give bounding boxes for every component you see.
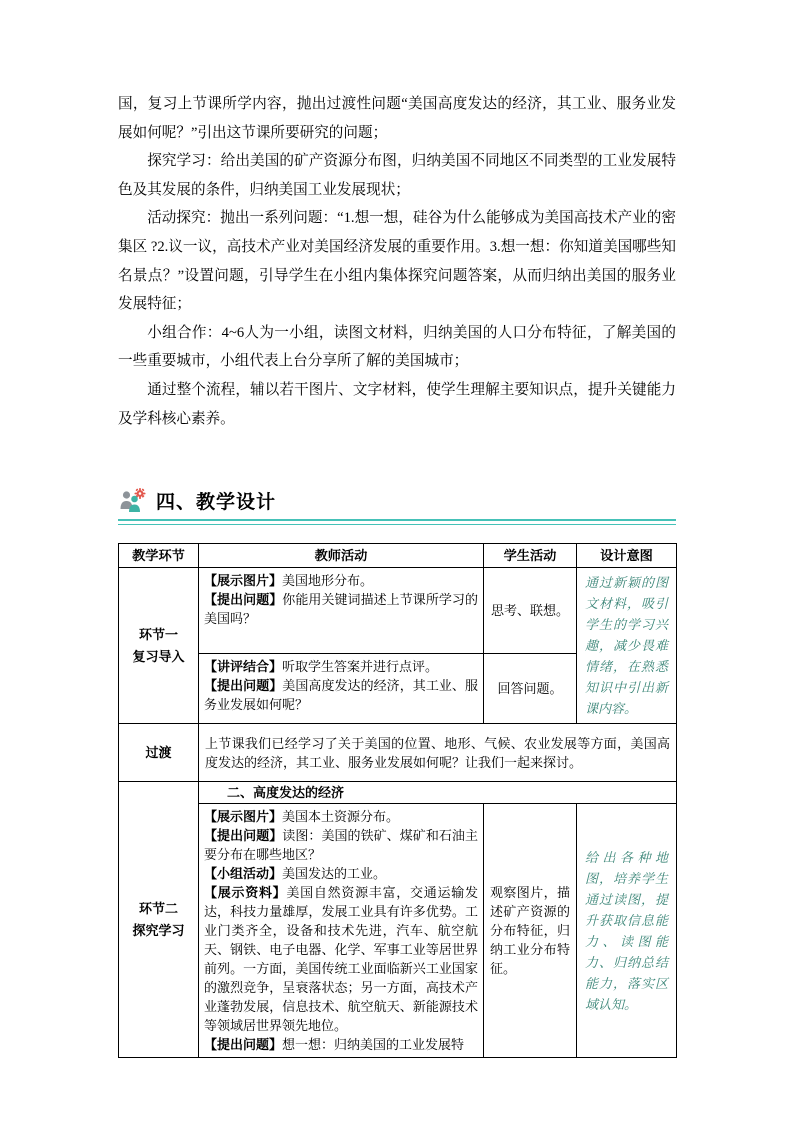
body-text-block (118, 90, 676, 433)
activity-line (204, 571, 478, 590)
activity-label: 【提出问题】 (204, 828, 283, 844)
activity-text: 美国地形分布。 (282, 573, 374, 589)
activity-text: 美国本土资源分布。 (282, 809, 400, 825)
stage-name: 复习导入 (132, 648, 185, 664)
activity-label: 【提出问题】 (204, 1037, 283, 1053)
header-student-activity: 学生活动 (484, 544, 577, 568)
activity-text: 你能用关键词描述上节课所学习的美国吗？ (204, 592, 478, 627)
teacher-activity-cell-2 (199, 804, 484, 1058)
activity-line (204, 864, 478, 883)
activity-text: 美国自然资源丰富，交通运输发达，科技力量雄厚，发展工业具有许多优势。工业门类齐全，设备和技术先进，汽车、航空航天、钢铁、电子电器、化学、军事工业等居世界前列。一方面，美国传统工业面临新兴工业国家的激烈竞争，呈衰落状态；另一方面，高技术产业蓬勃发展，信息技术、航空航天、新能源技术等领域居世界领先地位。 (204, 885, 478, 1034)
body-paragraph: 国，复习上节课所学内容，抛出过渡性问题“美国高度发达的经济，其工业、服务业发展如何呢？”引出这节课所要研究的问题； (118, 96, 676, 141)
teaching-design-table (118, 543, 677, 1058)
table-row (119, 804, 677, 1058)
transition-text-cell: 上节课我们已经学习了关于美国的位置、地形、气候、农业发展等方面，美国高度发达的经济，其工业、服务业发展如何呢？让我们一起来探讨。 (199, 724, 677, 782)
stage-name: 探究学习 (132, 922, 185, 938)
table-row-transition (119, 724, 677, 782)
student-activity-cell-2: 观察图片，描述矿产资源的分布特征，归纳工业分布特征。 (484, 804, 577, 1058)
section-underline (118, 519, 676, 525)
activity-text: 美国高度发达的经济，其工业、服务业发展如何呢？ (204, 678, 478, 713)
header-teacher-activity: 教师活动 (199, 544, 484, 568)
body-paragraph: 通过整个流程，辅以若干图片、文字材料，使学生理解主要知识点，提升关键能力及学科核心素养。 (118, 381, 676, 427)
stage-name: 环节二 (138, 900, 178, 916)
table-row (119, 782, 677, 804)
activity-line (204, 657, 478, 676)
subsection-title-cell: 二、高度发达的经济 (199, 782, 677, 804)
activity-text: 读图：美国的铁矿、煤矿和石油主要分布在哪些地区？ (204, 828, 478, 863)
activity-line (204, 826, 478, 864)
header-design-intent: 设计意图 (577, 544, 677, 568)
activity-line (204, 807, 478, 826)
design-intent-cell-2: 给出各种地图，培养学生通过读图，提升获取信息能力、读图能力、归纳总结能力，落实区域认知。 (577, 804, 677, 1058)
table-header-row (119, 544, 677, 568)
body-paragraph: 活动探究：抛出一系列问题：“1.想一想，硅谷为什么能够成为美国高技术产业的密集区 ?2.议一议，高技术产业对美国经济发展的重要作用。3.想一想：你知道美国哪些知名景点？”设置问题，引导学生在小组内集体探究问题答案，从而归纳出美国的服务业发展特征； (118, 210, 676, 313)
header-stage: 教学环节 (119, 544, 199, 568)
activity-text: 美国发达的工业。 (282, 866, 387, 882)
student-activity-cell-1b: 回答问题。 (484, 654, 577, 724)
activity-label: 【展示图片】 (204, 573, 283, 589)
stage-cell-inquiry-learning (119, 782, 199, 1058)
activity-label: 【提出问题】 (204, 678, 283, 694)
body-paragraph: 探究学习：给出美国的矿产资源分布图，归纳美国不同地区不同类型的工业发展特色及其发展的条件，归纳美国工业发展现状； (118, 153, 676, 198)
body-paragraph: 小组合作：4~6人为一小组，读图文材料，归纳美国的人口分布特征，了解美国的一些重要城市，小组代表上台分享所了解的美国城市； (118, 324, 676, 370)
activity-label: 【提出问题】 (204, 592, 283, 608)
activity-label: 【展示图片】 (204, 809, 283, 825)
activity-label: 【讲评结合】 (204, 659, 283, 675)
teacher-activity-cell-1a (199, 568, 484, 654)
activity-label: 【展示资料】 (204, 885, 287, 901)
stage-name: 环节一 (138, 626, 178, 642)
activity-line (204, 676, 478, 714)
student-activity-cell-1a: 思考、联想。 (484, 568, 577, 654)
activity-text: 想一想：归纳美国的工业发展特 (282, 1037, 465, 1053)
activity-line (204, 590, 478, 628)
table-row (119, 568, 677, 654)
section-header (118, 487, 676, 514)
people-gear-icon (118, 487, 148, 514)
teacher-activity-cell-1b (199, 654, 484, 724)
stage-cell-review-intro (119, 568, 199, 724)
design-intent-cell-1: 通过新颖的图文材料，吸引学生的学习兴趣，减少畏难情绪，在熟悉知识中引出新课内容。 (577, 568, 677, 724)
section-title: 四、教学设计 (156, 492, 277, 514)
stage-cell-transition: 过渡 (119, 724, 199, 782)
activity-line (204, 1035, 478, 1054)
activity-label: 【小组活动】 (204, 866, 283, 882)
activity-text: 听取学生答案并进行点评。 (282, 659, 439, 675)
activity-line (204, 883, 478, 1035)
